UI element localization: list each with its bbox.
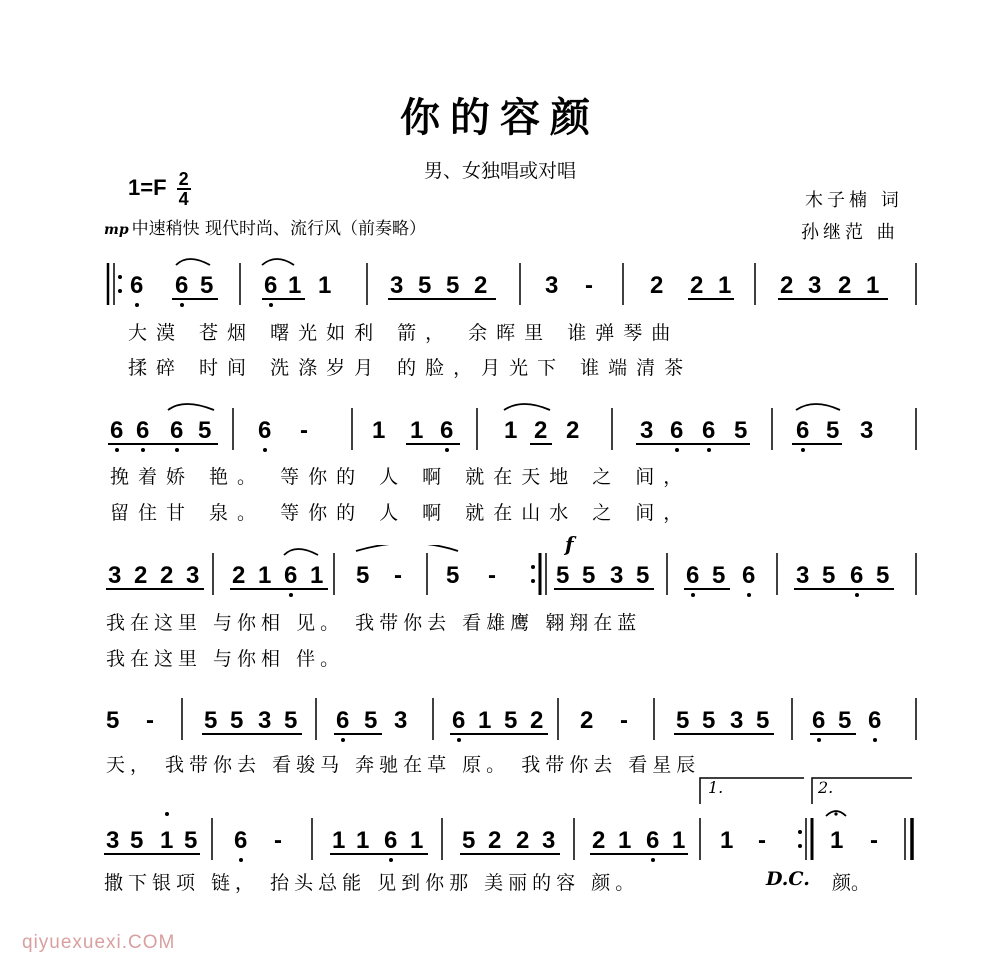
svg-text:5: 5 bbox=[702, 707, 716, 734]
svg-text:6: 6 bbox=[812, 707, 826, 734]
svg-text:5: 5 bbox=[418, 272, 432, 299]
staff-line-4 bbox=[0, 690, 1000, 750]
key-label: 1=F bbox=[128, 174, 167, 200]
svg-text:2: 2 bbox=[232, 562, 246, 589]
svg-text:1: 1 bbox=[410, 827, 424, 854]
svg-text:6: 6 bbox=[384, 827, 398, 854]
svg-text:6: 6 bbox=[452, 707, 466, 734]
composer-credit: 孙继范 曲 bbox=[801, 222, 899, 243]
svg-text:1: 1 bbox=[718, 272, 732, 299]
svg-text:3: 3 bbox=[542, 827, 556, 854]
svg-text:1: 1 bbox=[318, 272, 332, 299]
svg-text:5: 5 bbox=[200, 272, 214, 299]
svg-text:5: 5 bbox=[822, 562, 836, 589]
lyrics-line-1 bbox=[0, 318, 1000, 388]
svg-text:-: - bbox=[870, 827, 878, 854]
svg-text:6: 6 bbox=[284, 562, 298, 589]
svg-text:5: 5 bbox=[556, 562, 570, 589]
svg-text:2: 2 bbox=[650, 272, 664, 299]
svg-text:2: 2 bbox=[566, 417, 580, 444]
svg-text:-: - bbox=[394, 562, 402, 589]
svg-text:1: 1 bbox=[866, 272, 880, 299]
svg-text:2: 2 bbox=[780, 272, 794, 299]
svg-text:5: 5 bbox=[462, 827, 476, 854]
svg-text:6: 6 bbox=[336, 707, 350, 734]
site-watermark: qiyuexuexi.COM bbox=[22, 932, 176, 953]
svg-text:1: 1 bbox=[618, 827, 632, 854]
staff-line-1 bbox=[0, 255, 1000, 315]
svg-text:2: 2 bbox=[160, 562, 174, 589]
svg-text:-: - bbox=[488, 562, 496, 589]
svg-text:5: 5 bbox=[284, 707, 298, 734]
svg-text:5: 5 bbox=[756, 707, 770, 734]
svg-text:2: 2 bbox=[516, 827, 530, 854]
svg-text:-: - bbox=[146, 707, 154, 734]
svg-text:1: 1 bbox=[356, 827, 370, 854]
svg-text:3: 3 bbox=[808, 272, 822, 299]
svg-text:2: 2 bbox=[534, 417, 548, 444]
svg-text:5: 5 bbox=[876, 562, 890, 589]
key-signature bbox=[128, 170, 191, 208]
staff-line-5 bbox=[0, 776, 1000, 880]
svg-text:5: 5 bbox=[184, 827, 198, 854]
time-signature bbox=[177, 170, 191, 208]
svg-text:3: 3 bbox=[730, 707, 744, 734]
svg-text:3: 3 bbox=[796, 562, 810, 589]
lyrics-line-2 bbox=[0, 462, 1000, 532]
svg-text:1: 1 bbox=[310, 562, 324, 589]
lyric-verse-1: 撒下银项 链， 抬头总能 见到你那 美丽的容 颜。 bbox=[104, 872, 640, 894]
staff-line-2 bbox=[0, 400, 1000, 460]
dc-final-lyric: 颜。 bbox=[832, 872, 871, 894]
svg-text:-: - bbox=[274, 827, 282, 854]
svg-text:1: 1 bbox=[258, 562, 272, 589]
svg-text:5: 5 bbox=[826, 417, 840, 444]
svg-text:1: 1 bbox=[332, 827, 346, 854]
svg-text:5: 5 bbox=[446, 272, 460, 299]
svg-text:5: 5 bbox=[734, 417, 748, 444]
volta-2-label: 2. bbox=[818, 778, 834, 797]
svg-text:1: 1 bbox=[720, 827, 734, 854]
svg-text:6: 6 bbox=[110, 417, 124, 444]
svg-text:5: 5 bbox=[356, 562, 370, 589]
svg-text:3: 3 bbox=[610, 562, 624, 589]
svg-text:5: 5 bbox=[712, 562, 726, 589]
svg-text:6: 6 bbox=[136, 417, 150, 444]
song-subtitle: 男、女独唱或对唱 bbox=[423, 160, 576, 182]
lyric-verse-2: 留住甘 泉。 等你的 人 啊 就在山水 之 间， bbox=[110, 502, 692, 524]
lyric-verse-2: 我在这里 与你相 伴。 bbox=[106, 648, 345, 670]
svg-text:5: 5 bbox=[838, 707, 852, 734]
svg-text:2: 2 bbox=[690, 272, 704, 299]
svg-text:6: 6 bbox=[175, 272, 189, 299]
svg-text:6: 6 bbox=[702, 417, 716, 444]
svg-text:2: 2 bbox=[838, 272, 852, 299]
lyric-verse-1: 我在这里 与你相 见。 我带你去 看雄鹰 翱翔在蓝 bbox=[106, 612, 642, 634]
svg-text:6: 6 bbox=[742, 562, 756, 589]
svg-text:3: 3 bbox=[390, 272, 404, 299]
lyric-verse-1: 挽着娇 艳。 等你的 人 啊 就在天地 之 间， bbox=[110, 466, 692, 488]
svg-text:6: 6 bbox=[646, 827, 660, 854]
svg-text:3: 3 bbox=[108, 562, 122, 589]
svg-text:5: 5 bbox=[106, 707, 120, 734]
svg-text:2: 2 bbox=[580, 707, 594, 734]
time-signature-bottom: 4 bbox=[178, 189, 189, 209]
svg-text:1: 1 bbox=[410, 417, 424, 444]
svg-text:5: 5 bbox=[230, 707, 244, 734]
lyricist-credit: 木子楠 词 bbox=[805, 190, 903, 211]
svg-text:5: 5 bbox=[676, 707, 690, 734]
svg-text:-: - bbox=[585, 272, 593, 299]
song-title: 你的容颜 bbox=[400, 94, 600, 141]
svg-text:3: 3 bbox=[258, 707, 272, 734]
svg-text:5: 5 bbox=[198, 417, 212, 444]
svg-text:1: 1 bbox=[504, 417, 518, 444]
svg-text:6: 6 bbox=[670, 417, 684, 444]
svg-text:6: 6 bbox=[170, 417, 184, 444]
svg-text:5: 5 bbox=[504, 707, 518, 734]
lyric-verse-1: 天， 我带你去 看骏马 奔驰在草 原。 我带你去 看星辰 bbox=[106, 754, 701, 776]
svg-text:3: 3 bbox=[186, 562, 200, 589]
svg-text:3: 3 bbox=[394, 707, 408, 734]
svg-text:6: 6 bbox=[868, 707, 882, 734]
svg-text:2: 2 bbox=[530, 707, 544, 734]
svg-text:6: 6 bbox=[258, 417, 272, 444]
svg-text:6: 6 bbox=[130, 272, 144, 299]
svg-text:3: 3 bbox=[106, 827, 120, 854]
svg-text:5: 5 bbox=[582, 562, 596, 589]
svg-text:5: 5 bbox=[364, 707, 378, 734]
svg-text:1: 1 bbox=[478, 707, 492, 734]
svg-text:-: - bbox=[620, 707, 628, 734]
svg-text:1: 1 bbox=[372, 417, 386, 444]
tempo-text: 中速稍快 现代时尚、流行风（前奏略） bbox=[131, 219, 427, 239]
lyric-verse-2: 揉碎 时间 洗涤岁月 的脸，月光下 谁端清茶 bbox=[128, 357, 693, 379]
tempo-marking bbox=[104, 214, 426, 239]
svg-text:1: 1 bbox=[672, 827, 686, 854]
svg-text:1: 1 bbox=[160, 827, 174, 854]
svg-text:1: 1 bbox=[830, 827, 844, 854]
dynamic-mp: mp bbox=[104, 222, 129, 238]
svg-text:6: 6 bbox=[850, 562, 864, 589]
svg-text:6: 6 bbox=[686, 562, 700, 589]
lyrics-line-3 bbox=[0, 608, 1000, 678]
svg-text:5: 5 bbox=[446, 562, 460, 589]
svg-text:2: 2 bbox=[488, 827, 502, 854]
svg-text:2: 2 bbox=[474, 272, 488, 299]
svg-text:-: - bbox=[758, 827, 766, 854]
svg-text:1: 1 bbox=[288, 272, 302, 299]
volta-1-label: 1. bbox=[708, 778, 724, 797]
svg-text:6: 6 bbox=[234, 827, 248, 854]
svg-text:6: 6 bbox=[264, 272, 278, 299]
time-signature-top: 2 bbox=[178, 169, 189, 189]
svg-text:2: 2 bbox=[592, 827, 606, 854]
svg-text:3: 3 bbox=[860, 417, 874, 444]
svg-text:6: 6 bbox=[796, 417, 810, 444]
lyric-verse-1: 大漠 苍烟 曙光如利 箭， 余晖里 谁弹琴曲 bbox=[128, 322, 680, 344]
svg-text:2: 2 bbox=[134, 562, 148, 589]
svg-text:6: 6 bbox=[440, 417, 454, 444]
dynamic-f: f bbox=[565, 532, 574, 556]
dc-marking: D.C. bbox=[766, 868, 810, 890]
staff-line-3 bbox=[0, 545, 1000, 605]
svg-text:5: 5 bbox=[204, 707, 218, 734]
lyrics-line-5 bbox=[0, 868, 1000, 908]
svg-text:3: 3 bbox=[545, 272, 559, 299]
svg-text:-: - bbox=[300, 417, 308, 444]
svg-text:5: 5 bbox=[636, 562, 650, 589]
svg-text:3: 3 bbox=[640, 417, 654, 444]
svg-text:5: 5 bbox=[130, 827, 144, 854]
